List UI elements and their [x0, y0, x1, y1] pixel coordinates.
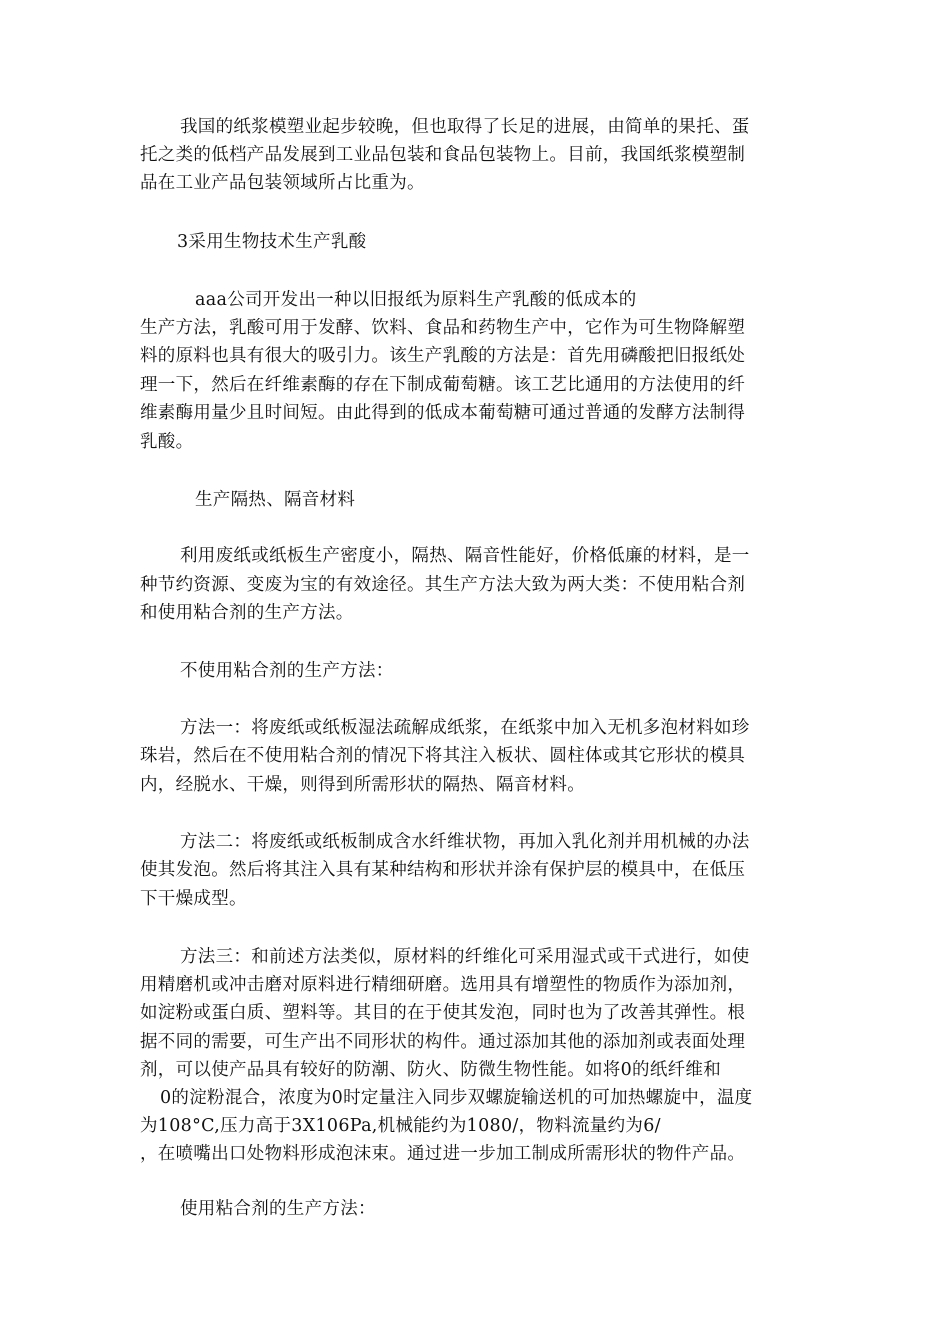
heading-text: 生产隔热、隔音材料: [195, 490, 356, 510]
text-line: 我国的纸浆模塑业起步较晚，但也取得了长足的进展，由简单的果托、蛋: [180, 117, 750, 137]
text-line: 剂，可以使产品具有较好的防潮、防火、防微生物性能。如将0的纸纤维和: [140, 1060, 722, 1080]
heading-text: 3采用生物技术生产乳酸: [177, 232, 367, 252]
text-line: 种节约资源、变废为宝的有效途径。其生产方法大致为两大类：不使用粘合剂: [140, 575, 746, 595]
heading-text: 使用粘合剂的生产方法：: [180, 1199, 376, 1219]
text-line: 和使用粘合剂的生产方法。: [140, 603, 354, 623]
text-line: 下干燥成型。: [140, 889, 247, 909]
text-line: 方法三：和前述方法类似，原材料的纤维化可采用湿式或干式进行，如使: [180, 947, 750, 967]
text-line: 0的淀粉混合，浓度为0时定量注入同步双螺旋输送机的可加热螺旋中，温度: [160, 1088, 753, 1108]
text-line: 珠岩，然后在不使用粘合剂的情况下将其注入板状、圆柱体或其它形状的模具: [140, 746, 746, 766]
text-line: 托之类的低档产品发展到工业品包装和食品包装物上。目前，我国纸浆模塑制: [140, 145, 746, 165]
text-line: 为108°C,压力高于3X106Pa,机械能约为1080/，物料流量约为6/: [140, 1116, 661, 1136]
text-line: 如淀粉或蛋白质、塑料等。其目的在于使其发泡，同时也为了改善其弹性。根: [140, 1003, 746, 1023]
text-line: 据不同的需要，可生产出不同形状的构件。通过添加其他的添加剂或表面处理: [140, 1032, 746, 1052]
text-line: 生产方法，乳酸可用于发酵、饮料、食品和药物生产中，它作为可生物降解塑: [140, 318, 746, 338]
text-line: ，在喷嘴出口处物料形成泡沫束。通过进一步加工制成所需形状的物件产品。: [140, 1144, 746, 1164]
text-line: 方法一：将废纸或纸板湿法疏解成纸浆，在纸浆中加入无机多泡材料如珍: [180, 718, 750, 738]
heading-text: 不使用粘合剂的生产方法：: [180, 661, 394, 681]
text-line: 使其发泡。然后将其注入具有某种结构和形状并涂有保护层的模具中，在低压: [140, 860, 746, 880]
text-line: 用精磨机或冲击磨对原料进行精细研磨。选用具有增塑性的物质作为添加剂，: [140, 975, 746, 995]
text-line: 内，经脱水、干燥，则得到所需形状的隔热、隔音材料。: [140, 775, 585, 795]
text-line: 利用废纸或纸板生产密度小，隔热、隔音性能好，价格低廉的材料，是一: [180, 546, 750, 566]
text-line: 料的原料也具有很大的吸引力。该生产乳酸的方法是：首先用磷酸把旧报纸处: [140, 346, 746, 366]
text-line: 维素酶用量少且时间短。由此得到的低成本葡萄糖可通过普通的发酵方法制得: [140, 403, 746, 423]
text-line: 品在工业产品包装领域所占比重为。: [140, 173, 425, 193]
text-line: aaa公司开发出一种以旧报纸为原料生产乳酸的低成本的: [195, 290, 637, 310]
text-line: 理一下，然后在纤维素酶的存在下制成葡萄糖。该工艺比通用的方法使用的纤: [140, 375, 746, 395]
text-line: 方法二：将废纸或纸板制成含水纤维状物，再加入乳化剂并用机械的办法: [180, 832, 750, 852]
text-line: 乳酸。: [140, 432, 194, 452]
